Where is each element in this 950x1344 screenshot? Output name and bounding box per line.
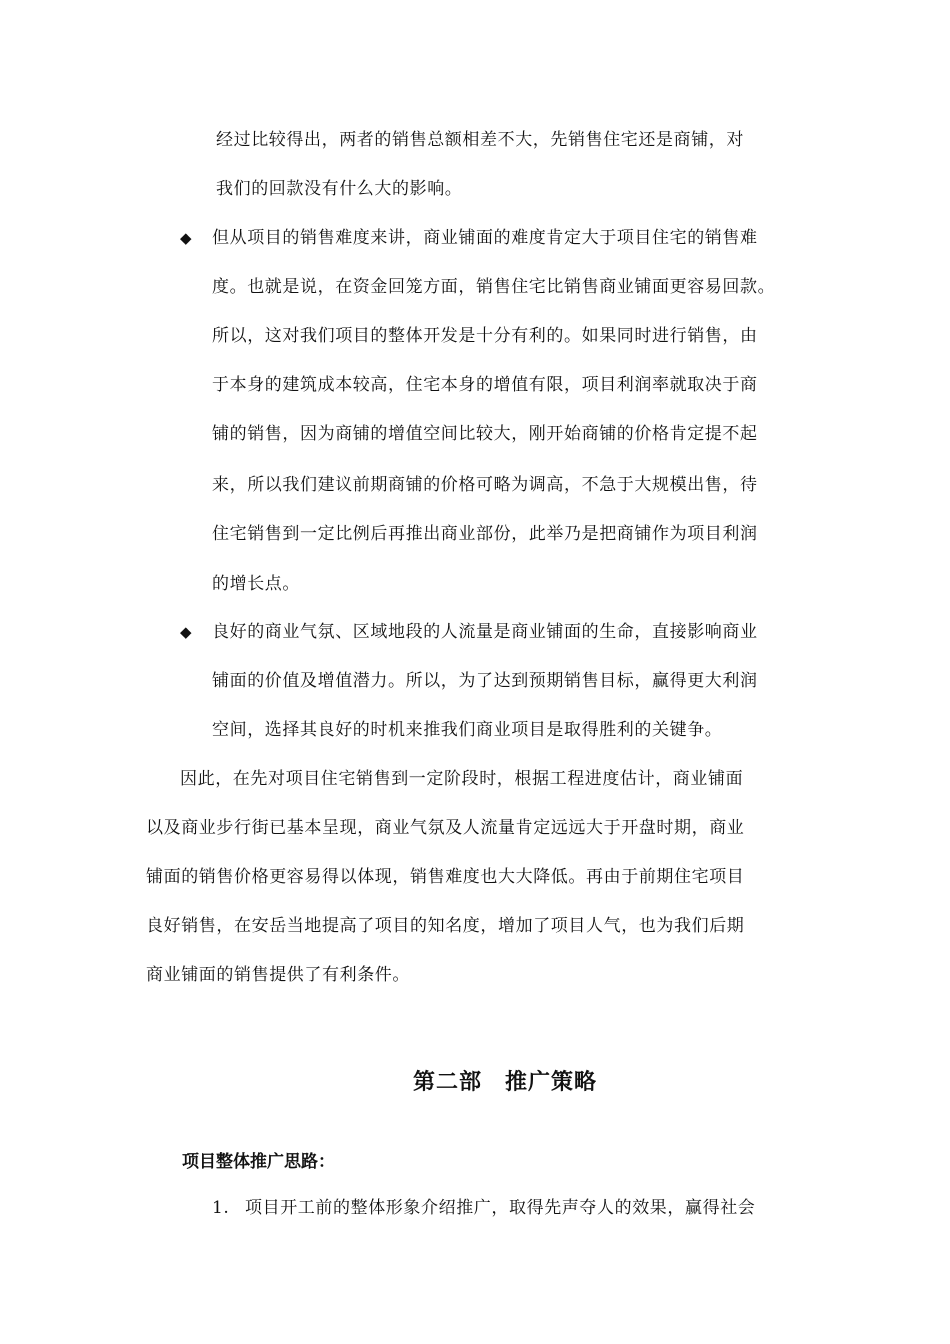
- conclusion-line-2: 以及商业步行街已基本呈现，商业气氛及人流量肯定远远大于开盘时期，商业: [146, 818, 745, 838]
- bullet-1-line-6: 来，所以我们建议前期商铺的价格可略为调高，不急于大规模出售，待: [212, 475, 758, 495]
- bullet-2-line-2: 铺面的价值及增值潜力。所以，为了达到预期销售目标，赢得更大利润: [212, 671, 758, 691]
- subsection-title: 项目整体推广思路：: [182, 1152, 335, 1172]
- conclusion-line-4: 良好销售，在安岳当地提高了项目的知名度，增加了项目人气，也为我们后期: [146, 916, 745, 936]
- section-title: 第二部 推广策略: [412, 1070, 597, 1095]
- diamond-bullet-icon: ◆: [180, 229, 192, 247]
- list-item-number: 1.: [212, 1198, 230, 1218]
- intro-line-2: 我们的回款没有什么大的影响。: [216, 179, 463, 199]
- bullet-2-line-1: 良好的商业气氛、区域地段的人流量是商业铺面的生命，直接影响商业: [212, 622, 758, 642]
- diamond-bullet-icon: ◆: [180, 623, 192, 641]
- bullet-1-line-5: 铺的销售，因为商铺的增值空间比较大，刚开始商铺的价格肯定提不起: [212, 424, 758, 444]
- bullet-2-line-3: 空间，选择其良好的时机来推我们商业项目是取得胜利的关键争。: [212, 720, 723, 740]
- bullet-1-line-4: 于本身的建筑成本较高，住宅本身的增值有限，项目利润率就取决于商: [212, 375, 758, 395]
- list-item-text: 项目开工前的整体形象介绍推广，取得先声夺人的效果，赢得社会: [245, 1198, 756, 1218]
- conclusion-line-1: 因此，在先对项目住宅销售到一定阶段时，根据工程进度估计，商业铺面: [180, 769, 744, 789]
- bullet-1-line-1: 但从项目的销售难度来讲，商业铺面的难度肯定大于项目住宅的销售难: [212, 228, 758, 248]
- intro-line-1: 经过比较得出，两者的销售总额相差不大，先销售住宅还是商铺，对: [216, 130, 744, 150]
- conclusion-line-3: 铺面的销售价格更容易得以体现，销售难度也大大降低。再由于前期住宅项目: [146, 867, 745, 887]
- bullet-1-line-7: 住宅销售到一定比例后再推出商业部份，此举乃是把商铺作为项目利润: [212, 524, 758, 544]
- conclusion-line-5: 商业铺面的销售提供了有利条件。: [146, 965, 410, 985]
- bullet-1-line-2: 度。也就是说，在资金回笼方面，销售住宅比销售商业铺面更容易回款。: [212, 277, 776, 297]
- bullet-1-line-3: 所以，这对我们项目的整体开发是十分有利的。如果同时进行销售，由: [212, 326, 758, 346]
- bullet-1-line-8: 的增长点。: [212, 574, 300, 594]
